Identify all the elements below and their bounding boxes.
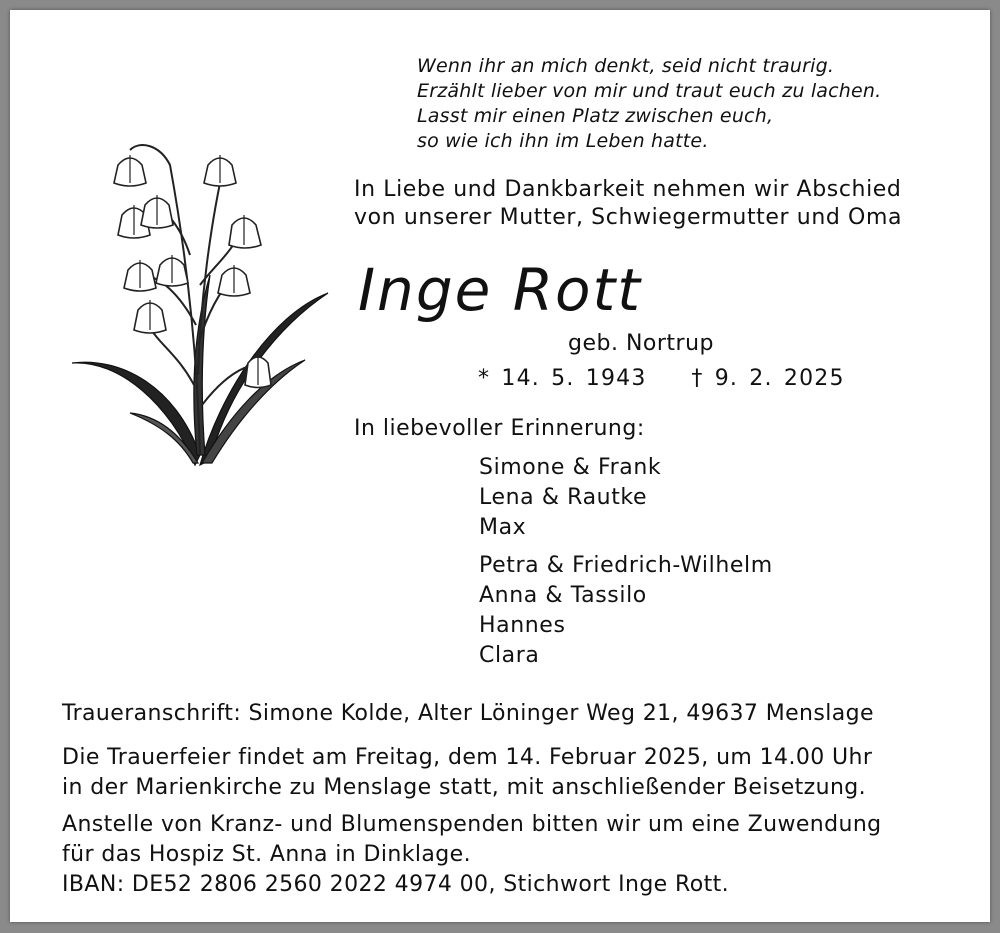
family-member: Simone & Frank [479, 455, 662, 480]
service-info [62, 743, 872, 803]
intro-line: von unserer Mutter, Schwiegermutter und Oma [354, 205, 903, 230]
family-member: Hannes [479, 613, 566, 638]
obituary-card [10, 10, 990, 922]
family-member: Max [479, 515, 527, 540]
donation-info [62, 810, 882, 900]
poem-line: Lasst mir einen Platz zwischen euch, [417, 105, 774, 127]
intro-line: In Liebe und Dankbarkeit nehmen wir Abschied [354, 177, 902, 202]
family-member: Anna & Tassilo [479, 583, 647, 608]
family-member: Petra & Friedrich-Wilhelm [479, 553, 773, 578]
service-line: in der Marienkirche zu Menslage statt, mit anschließender Beisetzung. [62, 775, 867, 800]
donation-line: für das Hospiz St. Anna in Dinklage. [62, 842, 471, 867]
donation-line: Anstelle von Kranz- und Blumenspenden bitten wir um eine Zuwendung [62, 812, 882, 837]
poem-line: so wie ich ihn im Leben hatte. [417, 130, 709, 152]
poem-line: Wenn ihr an mich denkt, seid nicht traurig. [417, 55, 835, 77]
life-dates: * 14. 5. 1943 † 9. 2. 2025 [478, 366, 845, 391]
maiden-name: geb. Nortrup [568, 331, 714, 356]
family-member: Clara [479, 643, 540, 668]
deceased-name: Inge Rott [357, 256, 643, 324]
service-line: Die Trauerfeier findet am Freitag, dem 14. Februar 2025, um 14.00 Uhr [62, 745, 873, 770]
family-group-2 [479, 551, 773, 671]
family-member: Lena & Rautke [479, 485, 648, 510]
mourning-address: Traueranschrift: Simone Kolde, Alter Löninger Weg 21, 49637 Menslage [62, 701, 874, 726]
poem-line: Erzählt lieber von mir und traut euch zu lachen. [417, 80, 882, 102]
family-group-1 [479, 453, 661, 543]
donation-line: IBAN: DE52 2806 2560 2022 4974 00, Stichwort Inge Rott. [62, 872, 730, 897]
memory-heading: In liebevoller Erinnerung: [354, 416, 645, 441]
